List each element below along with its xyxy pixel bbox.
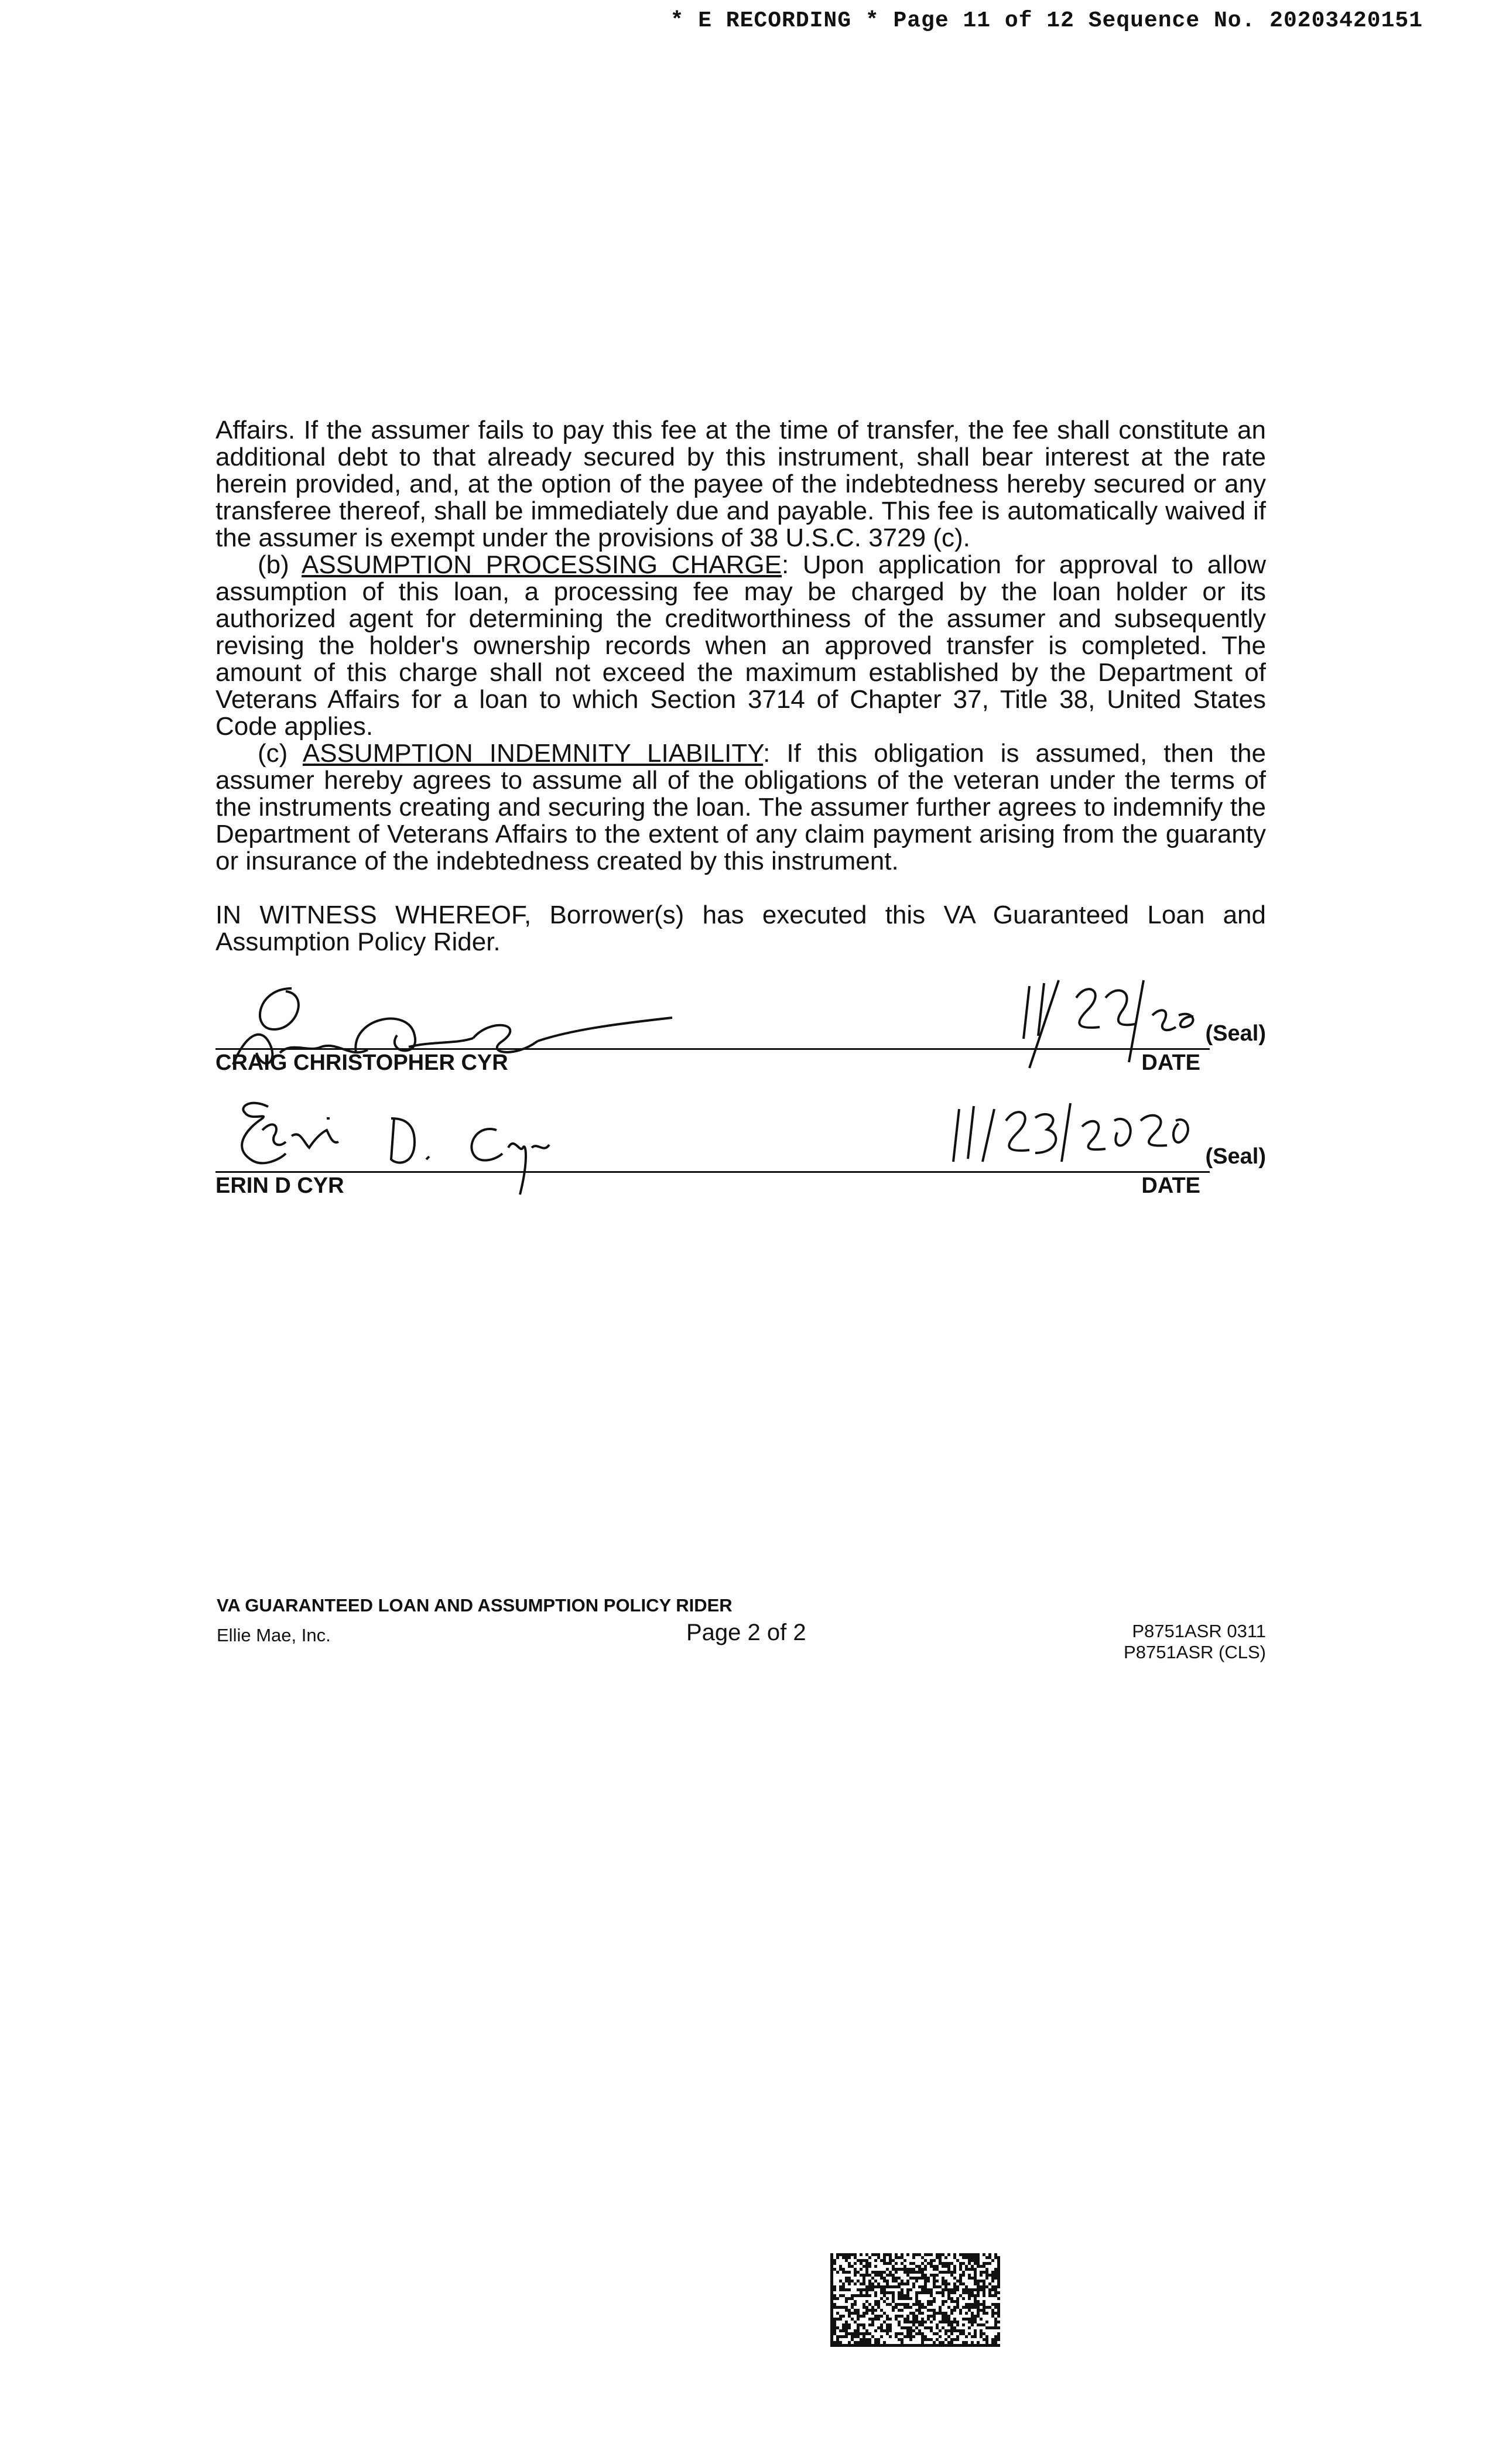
form-codes [1124,1621,1266,1663]
form-code: P8751ASR (CLS) [1124,1642,1266,1662]
company-name: Ellie Mae, Inc. [217,1625,331,1645]
page-number: Page 2 of 2 [686,1620,806,1645]
paragraph-processing-charge [215,552,1266,740]
paragraph-indemnity-liability [215,740,1266,875]
handwritten-date-2 [947,1097,1193,1168]
witness-statement: IN WITNESS WHEREOF, Borrower(s) has executed this VA Guaranteed Loan and Assumption Policy Rider. [215,901,1266,956]
datamatrix-barcode-icon [830,2253,1000,2347]
paragraph-label: (c) [258,739,288,768]
date-label: DATE [1141,1050,1200,1075]
paragraph-label: (b) [258,550,289,579]
borrower-name: CRAIG CHRISTOPHER CYR [215,1050,508,1075]
form-title: VA GUARANTEED LOAN AND ASSUMPTION POLICY RIDER [217,1595,733,1616]
form-code: P8751ASR 0311 [1132,1621,1266,1641]
borrower-name: ERIN D CYR [215,1173,344,1198]
signature-block-erin [215,1095,1266,1212]
recording-header: * E RECORDING * Page 11 of 12 Sequence No. 20203420151 [670,8,1423,33]
signature-block-craig [215,972,1266,1089]
processing-charge-text: : Upon application for approval to allow assumption of this loan, a processing fee may be charged by the loan holder or its authorized agent for determining the creditworthiness of the assumer and subsequently revising the holder's ownership records when an approved transfer is completed. The amount of this charge shall not exceed the maximum established by the Department of Veterans Affairs for a loan to which Section 3714 of Chapter 37, Title 38, United States Code applies. [215,550,1266,741]
rider-body [215,417,1266,956]
paragraph-fee-continuation: Affairs. If the assumer fails to pay this fee at the time of transfer, the fee shall constitute an additional debt to that already secured by this instrument, shall bear interest at the rate herein provided, and, at the option of the payee of the indebtedness hereby secured or any transferee thereof, shall be immediately due and payable. This fee is automatically waived if the assumer is exempt under the provisions of 38 U.S.C. 3729 (c). [215,416,1266,552]
seal-label: (Seal) [1205,1144,1266,1169]
signature-line [215,1048,1210,1050]
signature-line [215,1171,1210,1173]
indemnity-liability-heading: ASSUMPTION INDEMNITY LIABILITY [302,739,764,768]
indemnity-liability-text: : If this obligation is assumed, then the assumer hereby agrees to assume all of the obligations of the veteran under the terms of the instruments creating and securing the loan. The assumer further agrees to indemnify the Department of Veterans Affairs to the extent of any claim payment arising from the guaranty or insurance of the indebtedness created by this instrument. [215,739,1267,875]
seal-label: (Seal) [1205,1021,1266,1046]
processing-charge-heading: ASSUMPTION PROCESSING CHARGE [302,550,782,579]
date-label: DATE [1141,1173,1200,1198]
